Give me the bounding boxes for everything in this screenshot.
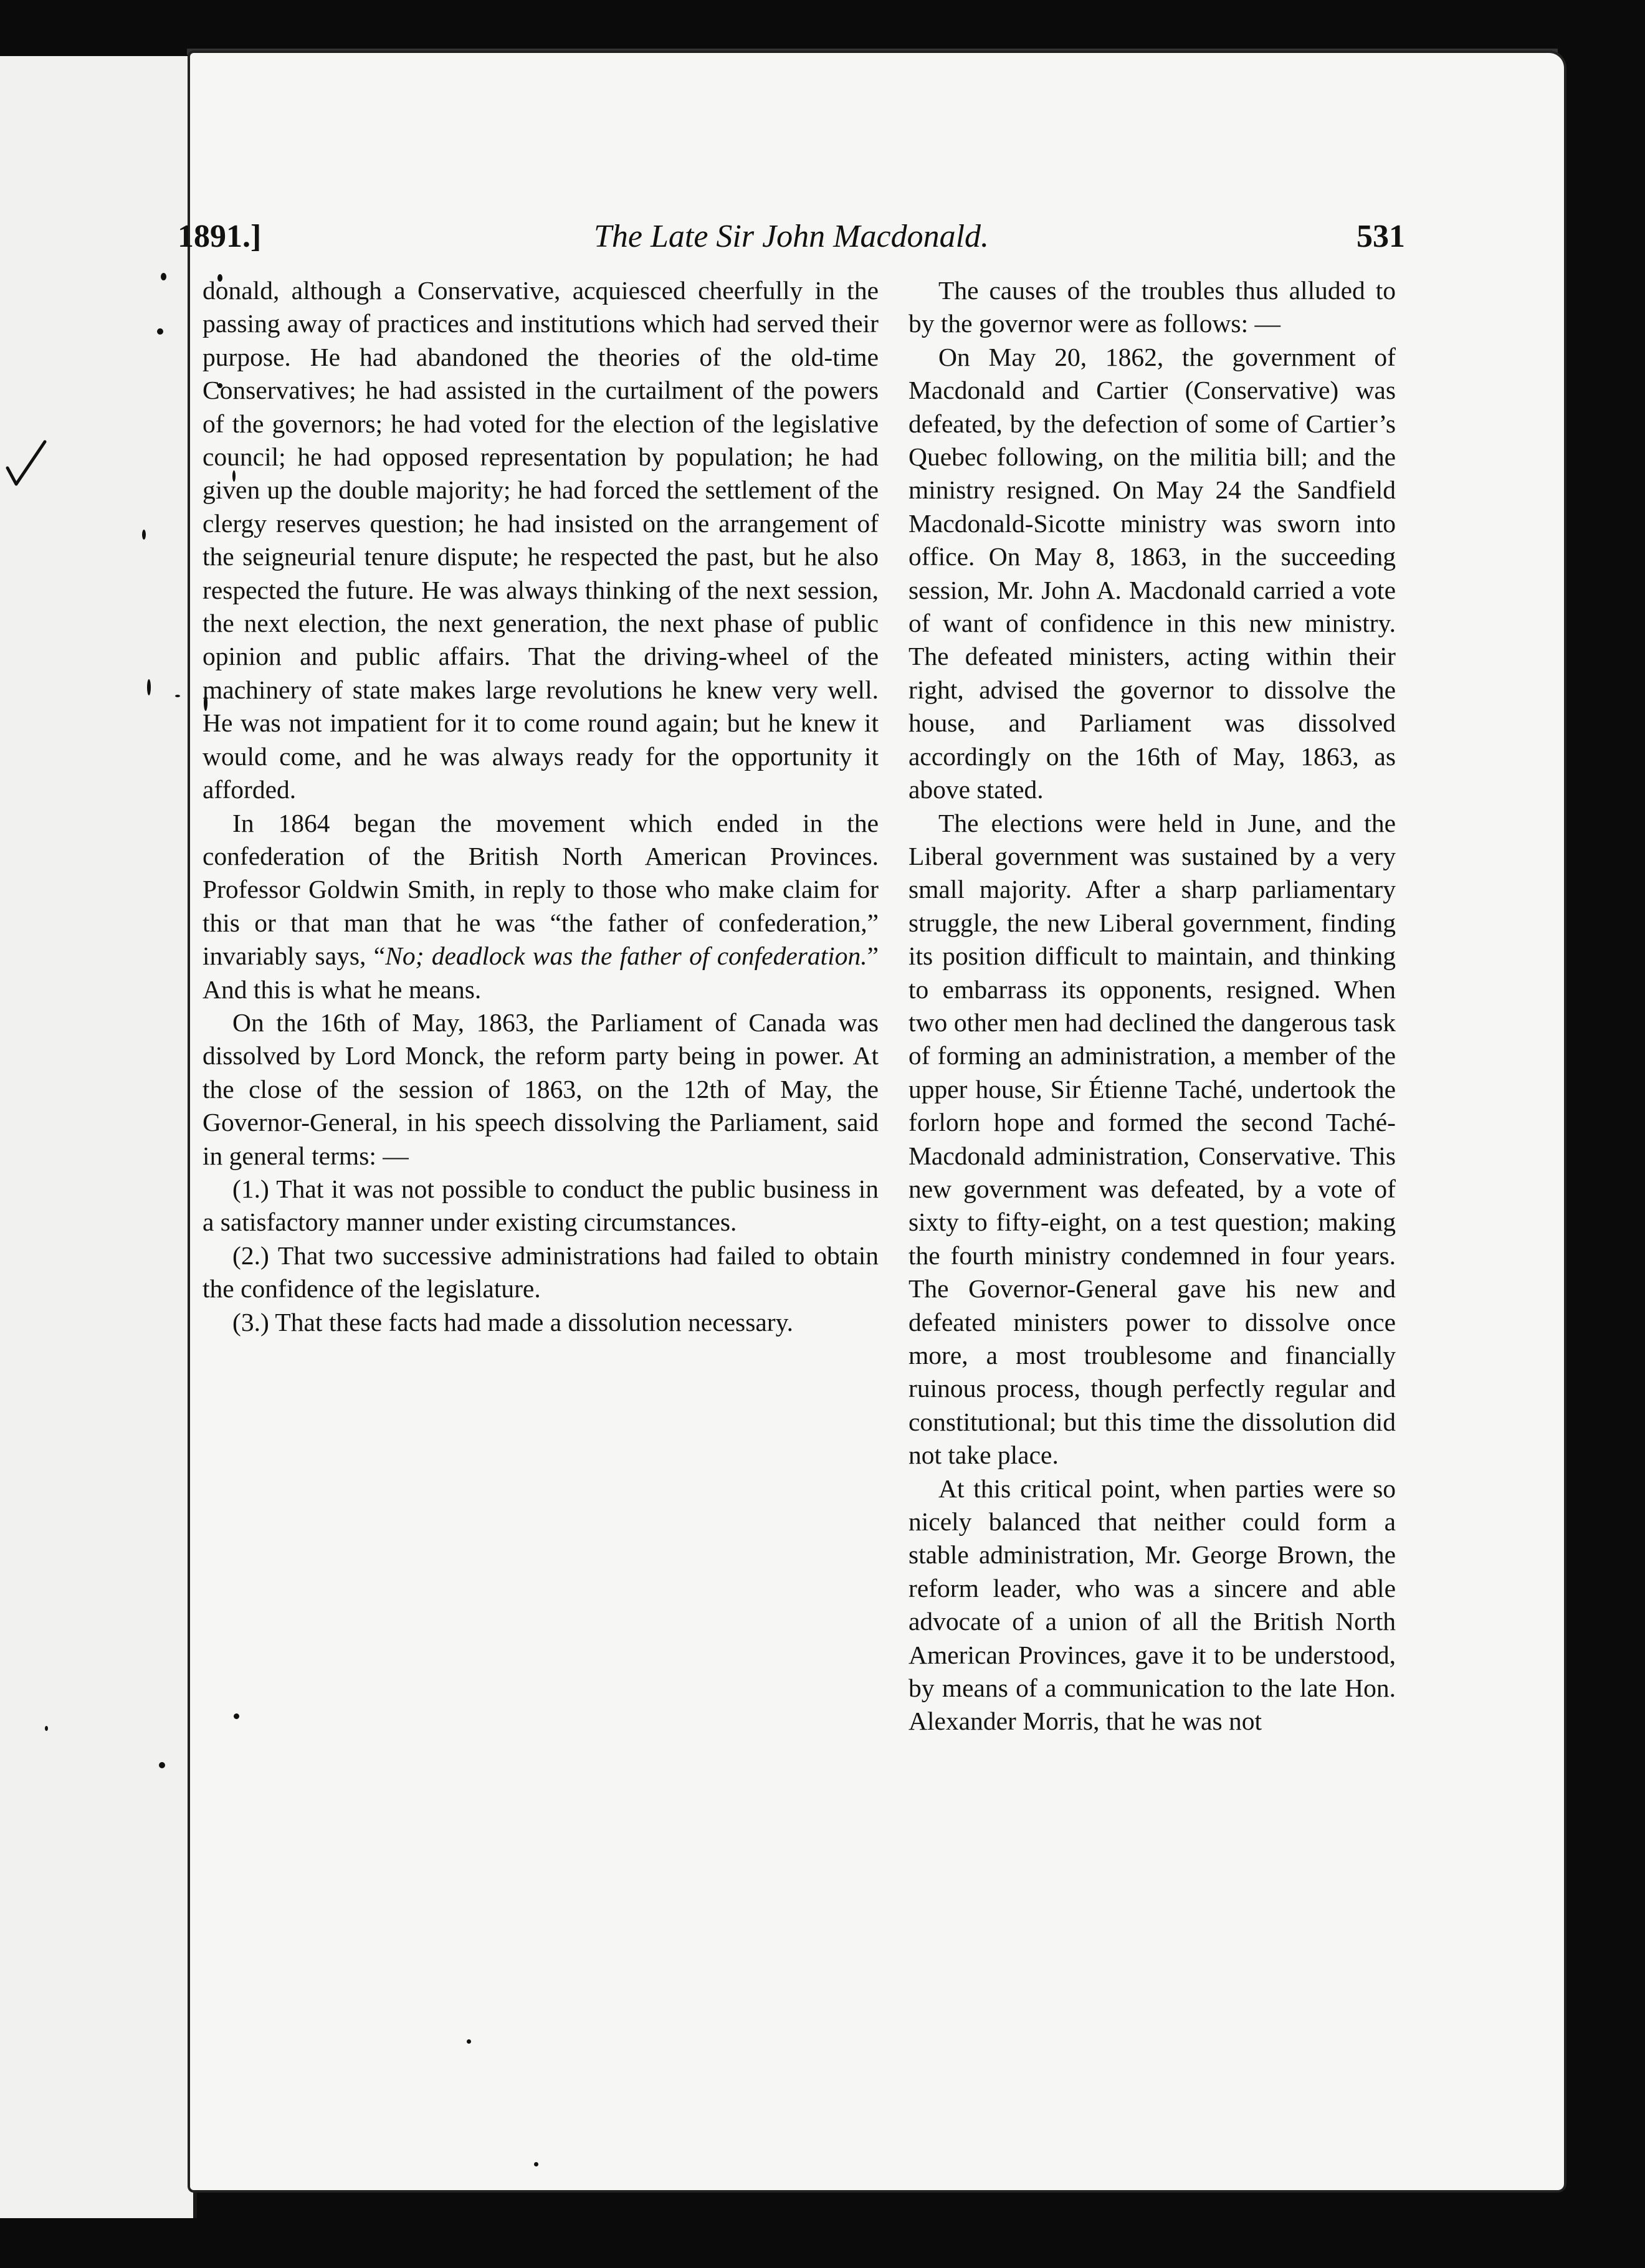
paragraph-text: ” And this is what he means. [203,941,879,1004]
margin-dot-icon [234,1713,239,1719]
margin-dot-icon [534,2162,538,2166]
list-item: (3.) That these facts had made a dissolution necessary. [232,1307,794,1336]
pencil-checkmark-icon [5,439,49,489]
margin-dot-icon [45,1726,48,1731]
running-head-year: 1891.] [178,219,262,254]
paragraph: At this critical point, when parties were so nicely balanced that neither could form a stable administration, Mr. George Brown, the reform leader, who was a sincere and able advocate of a union of all the British North American Provinces, gave it to be understood, by means of a communication to the late Hon. Alexander Morris, that he was not [908,1474,1396,1736]
paragraph: The causes of the troubles thus alluded to by the governor were as follows: — [908,276,1396,338]
paragraph: The elections were held in June, and the Liberal government was sustained by a very small majority. After a sharp parliamentary struggle, the new Liberal government, finding its position difficult to maintain, and thinking to embarrass its opponents, resigned. When two other men had declined the dangerous task of forming an administration, a member of the upper house, Sir Étienne Taché, undertook the forlorn hope and formed the second Taché-Macdonald administration, Conservative. This new government was defeated, by a vote of sixty to fifty-eight, on a test question; making the fourth ministry condemned in four years. The Governor-General gave his new and defeated ministers power to dissolve once more, a most troublesome and financially ruinous process, though perfectly regular and constitutional; but this time the dissolution did not take place. [908,808,1396,1470]
paragraph: On the 16th of May, 1863, the Parliament of Canada was dissolved by Lord Monck, the reform party being in power. At the close of the session of 1863, on the 12th of May, the Governor-General, in his speech dissolving the Parliament, said in general terms: — [203,1008,879,1170]
margin-dot-icon [159,1762,165,1768]
paragraph [203,807,879,1006]
italic-quote: No; deadlock was the father of confederation. [385,941,867,971]
list-item: (1.) That it was not possible to conduct the public business in a satisfactory manner under existing circumstances. [203,1174,879,1237]
margin-dot-icon [142,530,146,540]
margin-dot-icon [147,679,151,695]
previous-page-edge [0,56,197,2218]
margin-dot-icon [161,273,166,280]
running-head-title: The Late Sir John Macdonald. [593,219,989,254]
paragraph-text: In 1864 began the movement which ended in the confederation of the British North American Provinces. Professor Goldwin Smith, in reply to those who make claim for this or that man that he was “the father of confederation,” invariably says, “ [203,808,879,971]
margin-dot-icon [157,328,163,335]
paragraph: On May 20, 1862, the government of Macdonald and Cartier (Conservative) was defeated, by the defection of some of Cartier’s Quebec following, on the militia bill; and the ministry resigned. On May 24 the Sandfield Macdonald-Sicotte ministry was sworn into office. On May 8, 1863, in the succeeding session, Mr. John A. Macdonald carried a vote of want of confidence in this new ministry. The defeated ministers, acting within their right, advised the governor to dissolve the house, and Parliament was dissolved accordingly on the 16th of May, 1863, as above stated. [908,342,1396,804]
running-head [178,218,1405,268]
right-text-column [908,274,1396,1738]
margin-dot-icon [175,695,180,697]
margin-dot-icon [467,2039,471,2044]
list-item: (2.) That two successive administrations had failed to obtain the confidence of the legislature. [203,1241,879,1303]
paragraph: donald, although a Conservative, acquiesced cheerfully in the passing away of practices and institutions which had served their purpose. He had abandoned the theories of the old-time Conservatives; he had assisted in the curtailment of the powers of the governors; he had voted for the election of the legislative council; he had opposed representation by population; he had given up the double majority; he had forced the settlement of the clergy reserves question; he had insisted on the arrangement of the seigneurial tenure dispute; he respected the past, but he also respected the future. He was always thinking of the next session, the next election, the next generation, the next phase of public opinion and public affairs. That the driving-wheel of the machinery of state makes large revolutions he knew very well. He was not impatient for it to come round again; but he knew it would come, and he was always ready for the opportunity it afforded. [203,276,879,804]
left-text-column [203,274,879,1339]
page-number: 531 [1357,219,1405,254]
